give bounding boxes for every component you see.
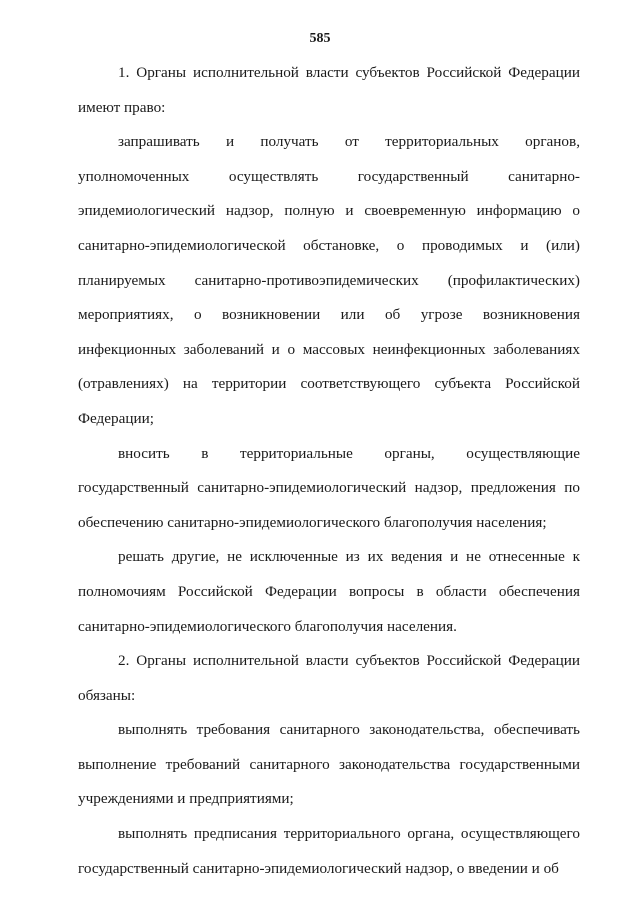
paragraph-1-heading: 1. Органы исполнительной власти субъектов Российской Федерации имеют право: xyxy=(78,64,580,116)
page-number: 585 xyxy=(309,31,331,46)
paragraph-request-information: запрашивать и получать от территориальных органов, уполномоченных осуществлять государственный санитарно-эпидемиологический надзор, полную и своевременную информацию о санитарно-эпидемиологической обстановке, о проводимых и (или) планируемых санитарно-противоэпидемических (профилактических) мероприятиях, о возникновении или об угрозе возникновения инфекционных заболеваний и о массовых неинфекционных заболеваниях (отравлениях) на территории соответствующего субъекта Российской Федерации; xyxy=(78,133,580,427)
paragraph-2-heading: 2. Органы исполнительной власти субъектов Российской Федерации обязаны: xyxy=(78,652,580,704)
paragraph-comply-requirements: выполнять требования санитарного законодательства, обеспечивать выполнение требований санитарного законодательства государственными учреждениями и предприятиями; xyxy=(78,721,580,808)
paragraph-execute-orders: выполнять предписания территориального органа, осуществляющего государственный санитарно-эпидемиологический надзор, о введении и об xyxy=(78,825,580,877)
paragraph-resolve-other-issues: решать другие, не исключенные из их ведения и не отнесенные к полномочиям Российской Федерации вопросы в области обеспечения санитарно-эпидемиологического благополучия населения. xyxy=(78,548,580,635)
document-body xyxy=(78,56,580,886)
paragraph-submit-proposals: вносить в территориальные органы, осуществляющие государственный санитарно-эпидемиологический надзор, предложения по обеспечению санитарно-эпидемиологического благополучия населения; xyxy=(78,444,580,531)
